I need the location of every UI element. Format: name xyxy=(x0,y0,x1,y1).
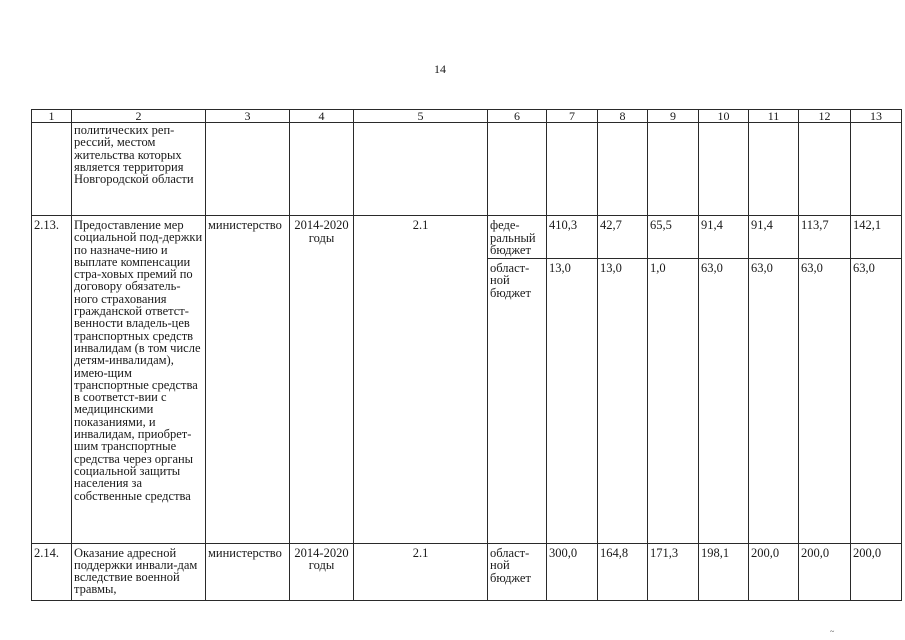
value-cell: 142,1 xyxy=(851,216,902,259)
value-cell: 198,1 xyxy=(699,543,749,600)
value-cell xyxy=(648,123,699,216)
value-cell xyxy=(851,123,902,216)
value-cell: 42,7 xyxy=(598,216,648,259)
row-number-cell: 2.14. xyxy=(32,543,72,600)
header-cell: 7 xyxy=(547,110,598,123)
value-cell: 63,0 xyxy=(699,258,749,543)
header-cell: 8 xyxy=(598,110,648,123)
header-cell: 4 xyxy=(290,110,354,123)
value-cell xyxy=(699,123,749,216)
header-row xyxy=(32,110,902,123)
header-cell: 1 xyxy=(32,110,72,123)
value-cell: 200,0 xyxy=(851,543,902,600)
value-cell: 200,0 xyxy=(799,543,851,600)
value-cell: 300,0 xyxy=(547,543,598,600)
value-cell xyxy=(799,123,851,216)
period-cell: 2014-2020 годы xyxy=(290,543,354,600)
header-cell: 5 xyxy=(354,110,488,123)
period-cell xyxy=(290,123,354,216)
description-cell: Оказание адресной поддержки инвали-дам вследствие военной травмы, xyxy=(72,543,206,600)
target-cell xyxy=(354,123,488,216)
value-cell xyxy=(749,123,799,216)
value-cell: 63,0 xyxy=(799,258,851,543)
value-cell: 63,0 xyxy=(749,258,799,543)
value-cell: 171,3 xyxy=(648,543,699,600)
value-cell: 91,4 xyxy=(749,216,799,259)
description-cell: политических реп-рессий, местом жительства которых является территория Новгородской области xyxy=(72,123,206,216)
table-row xyxy=(32,543,902,600)
target-cell: 2.1 xyxy=(354,216,488,544)
source-cell: феде-ральный бюджет xyxy=(488,216,547,259)
scan-mark: ~ xyxy=(830,627,835,636)
header-cell: 9 xyxy=(648,110,699,123)
source-cell xyxy=(488,123,547,216)
row-number-cell: 2.13. xyxy=(32,216,72,544)
header-cell: 3 xyxy=(206,110,290,123)
header-cell: 12 xyxy=(799,110,851,123)
source-cell: област-ной бюджет xyxy=(488,258,547,543)
value-cell: 91,4 xyxy=(699,216,749,259)
value-cell: 410,3 xyxy=(547,216,598,259)
program-table xyxy=(31,109,902,601)
row-number-cell xyxy=(32,123,72,216)
value-cell: 113,7 xyxy=(799,216,851,259)
value-cell: 200,0 xyxy=(749,543,799,600)
target-cell: 2.1 xyxy=(354,543,488,600)
source-cell: област-ной бюджет xyxy=(488,543,547,600)
value-cell: 63,0 xyxy=(851,258,902,543)
value-cell xyxy=(598,123,648,216)
value-cell: 13,0 xyxy=(598,258,648,543)
value-cell: 65,5 xyxy=(648,216,699,259)
description-cell: Предоставление мер социальной под-держки по назначе-нию и выплате компенсации стра-ховых премий по договору обязатель-ного страхования гражданской ответст-венности владель-цев транспортных средств инвалидам (в том числе детям-инвалидам), имею-щим транспортные средства в соответст-вии с медицинскими показаниями, и инвалидам, приобрет-шим транспортные средства через органы социальной защиты населения за собственные средства xyxy=(72,216,206,544)
page-number: 14 xyxy=(434,62,446,76)
executor-cell xyxy=(206,123,290,216)
value-cell: 164,8 xyxy=(598,543,648,600)
value-cell xyxy=(547,123,598,216)
executor-cell: министерство xyxy=(206,543,290,600)
header-cell: 13 xyxy=(851,110,902,123)
header-cell: 6 xyxy=(488,110,547,123)
executor-cell: министерство xyxy=(206,216,290,544)
table-row xyxy=(32,123,902,216)
period-cell: 2014-2020 годы xyxy=(290,216,354,544)
table-row xyxy=(32,216,902,259)
header-cell: 10 xyxy=(699,110,749,123)
header-cell: 11 xyxy=(749,110,799,123)
value-cell: 13,0 xyxy=(547,258,598,543)
header-cell: 2 xyxy=(72,110,206,123)
value-cell: 1,0 xyxy=(648,258,699,543)
